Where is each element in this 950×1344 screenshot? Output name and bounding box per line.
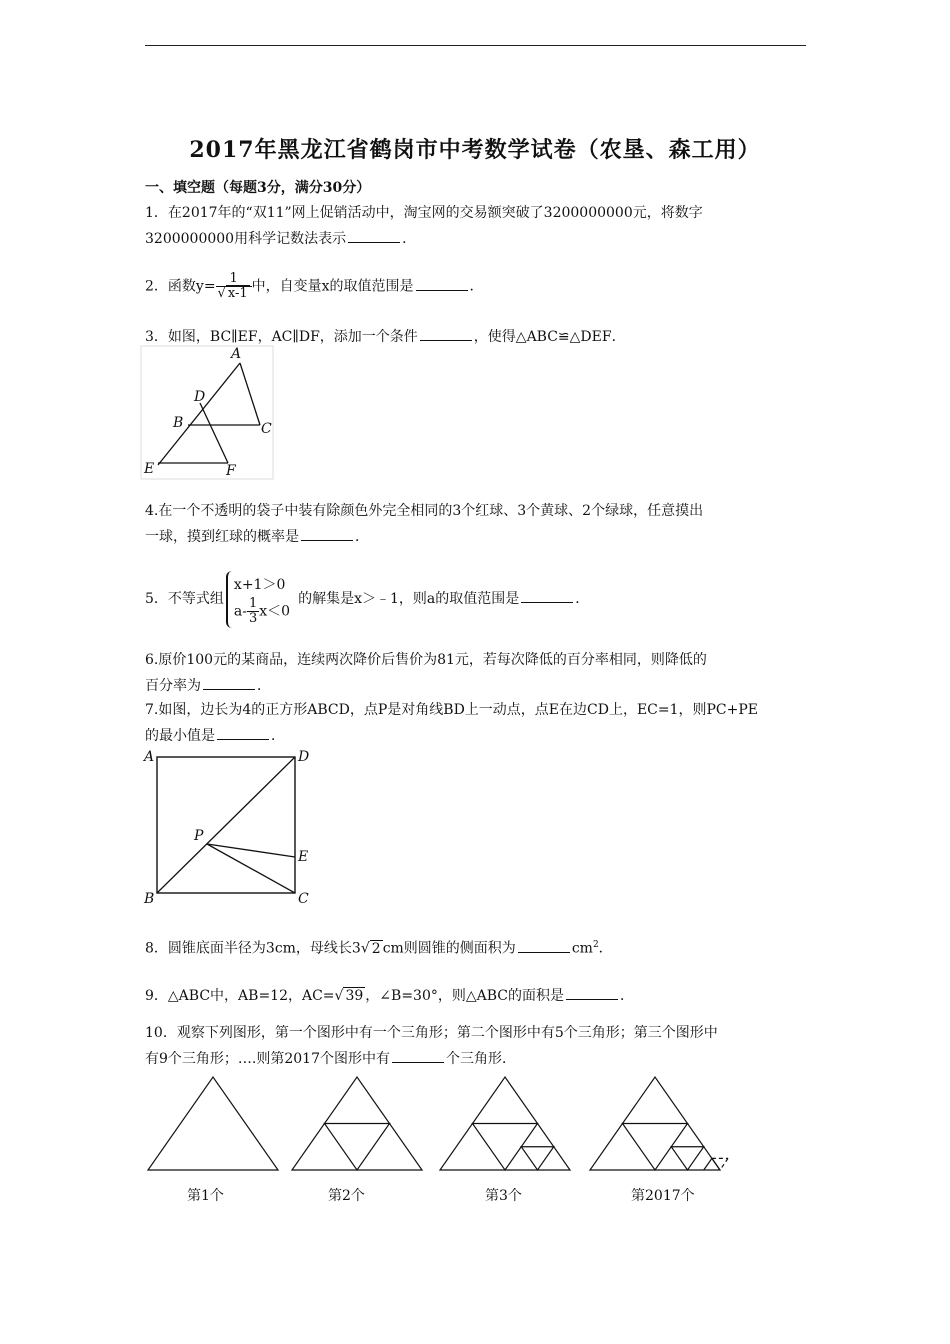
figure-2017-small (671, 1147, 704, 1170)
label-b: B (144, 891, 155, 907)
question-7-figure (140, 745, 320, 907)
answer-blank[interactable] (392, 1048, 444, 1063)
answer-blank[interactable] (518, 938, 570, 953)
answer-blank[interactable] (203, 675, 255, 690)
question-1-line-2: 3200000000用科学记数法表示 ． (145, 226, 416, 252)
question-3: 3．如图，BC∥EF，AC∥DF，添加一个条件 ，使得△ABC≌△DEF． (145, 324, 626, 350)
label-c: C (261, 421, 272, 437)
label-p: P (194, 828, 204, 844)
label-a: A (144, 749, 155, 765)
label-a: A (231, 346, 242, 362)
label-e: E (144, 461, 155, 477)
answer-blank[interactable] (566, 985, 618, 1000)
caption-2: 第2个 (328, 1188, 365, 1204)
question-7-line-1: 7.如图，边长为4的正方形ABCD，点P是对角线BD上一动点，点E在边CD上，EC=1，则PC+PE (145, 702, 759, 718)
caption-2017: 第2017个 (631, 1188, 695, 1204)
question-7-line-2: 的最小值是 ． (145, 723, 285, 749)
figure-3-small (521, 1147, 554, 1170)
label-e: E (298, 849, 309, 865)
question-10-line-2: 有9个三角形；….则第2017个图形中有 个三角形． (145, 1046, 516, 1072)
figure-1-triangle (148, 1077, 278, 1170)
question-4-line-2: 一球，摸到红球的概率是 ． (145, 524, 369, 550)
caption-1: 第1个 (187, 1188, 224, 1204)
question-9: 9．△ABC中，AB=12，AC=√ 39 ，∠B=30°，则△ABC的面积是 ． (145, 983, 634, 1009)
label-d: D (298, 749, 310, 765)
answer-blank[interactable] (521, 588, 573, 603)
label-d: D (194, 389, 206, 405)
section-heading: 一、填空题（每题3分，满分30分） (145, 180, 371, 196)
answer-blank[interactable] (217, 725, 269, 740)
page-title: 2017年黑龙江省鹤岗市中考数学试卷（农垦、森工用） (189, 137, 761, 163)
inequality-system: x+1＞0 a- $\frac{1}{3}$ x＜0 (226, 571, 296, 628)
caption-3: 第3个 (485, 1188, 522, 1204)
question-8: 8．圆锥底面半径为3cm，母线长3√ 2 cm则圆锥的侧面积为 $cm^2$． (145, 932, 613, 962)
question-2: 2．函数y= $\frac{1}{√ x-1}$ 中，自变量x的取值范围是 ． (145, 271, 484, 301)
question-6-line-2: 百分率为 ． (145, 673, 271, 699)
figure-2-inner (325, 1124, 390, 1171)
label-f: F (226, 463, 236, 479)
question-4-line-1: 4.在一个不透明的袋子中装有除颜色外完全相同的3个红球、3个黄球、2个绿球，任意摸出 (145, 503, 704, 519)
question-10-line-1: 10．观察下列图形，第一个图形中有一个三角形；第二个图形中有5个三角形；第三个图形中 (145, 1025, 718, 1041)
question-6-line-1: 6.原价100元的某商品，连续两次降价后售价为81元，若每次降低的百分率相同，则降低的 (145, 652, 707, 668)
fraction: $\frac{1}{√ x-1}$ (216, 272, 252, 301)
label-b: B (173, 415, 184, 431)
question-3-figure (140, 345, 275, 480)
answer-blank[interactable] (301, 526, 353, 541)
header-rule (145, 45, 806, 46)
question-1-line-1: 1．在2017年的“双11”网上促销活动中，淘宝网的交易额突破了3200000000元，将数字 (145, 205, 703, 221)
question-10-figures (145, 1070, 735, 1210)
question-5: 5．不等式组 x+1＞0 a- $\frac{1}{3}$ x＜0 的解集是x＞﹣1，则a的取值范围是 ． (145, 565, 589, 633)
answer-blank[interactable] (348, 228, 400, 243)
figure-2017-dashed (712, 1158, 728, 1170)
answer-blank[interactable] (416, 276, 468, 291)
answer-blank[interactable] (420, 326, 472, 341)
label-c: C (298, 891, 309, 907)
figure-2017-tiny (704, 1158, 712, 1170)
